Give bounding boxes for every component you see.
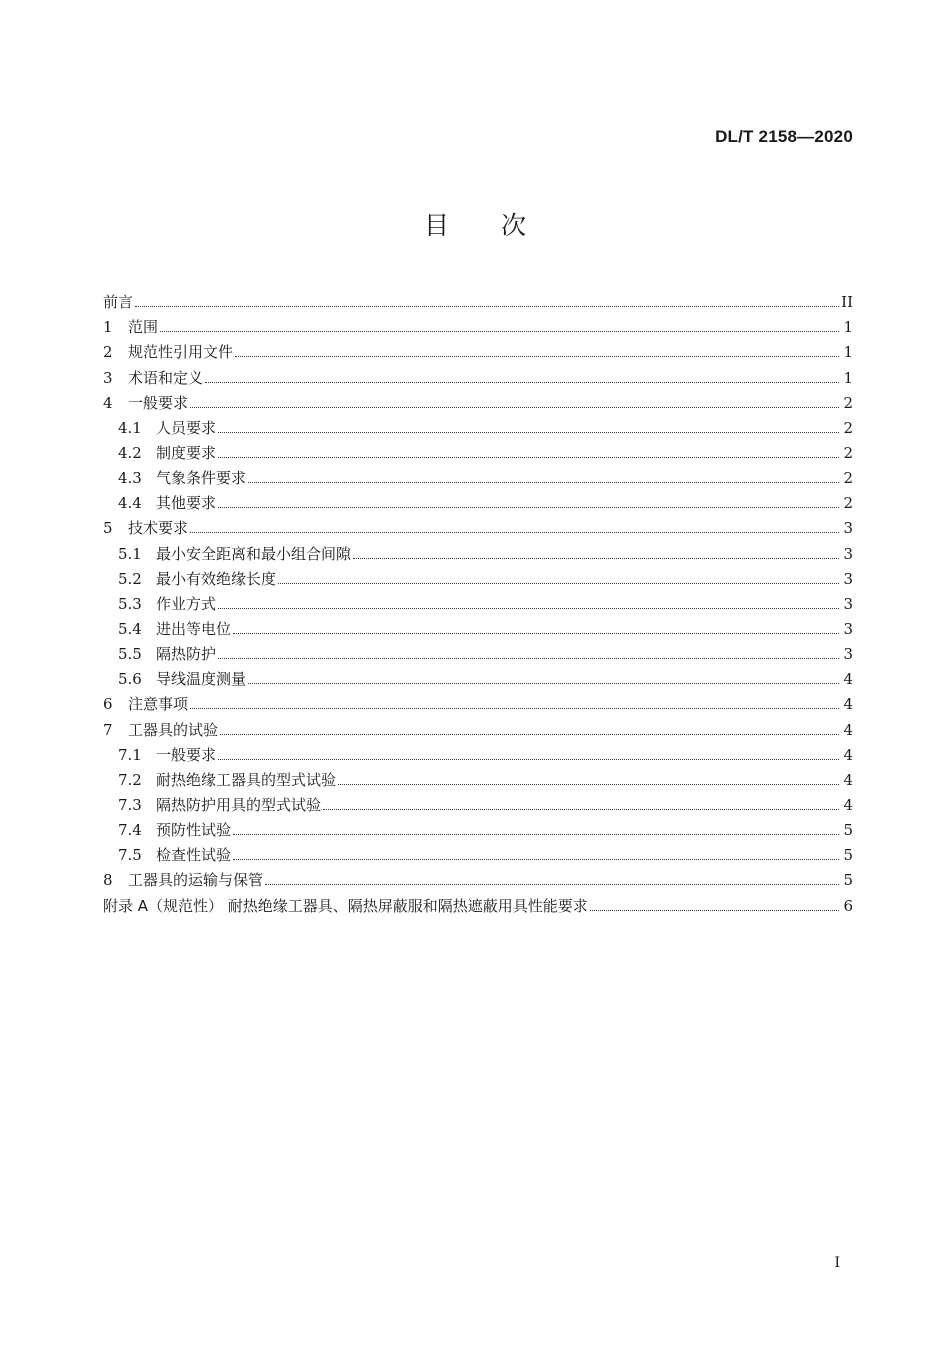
toc-entry-page: II bbox=[841, 293, 853, 312]
toc-entry[interactable] bbox=[103, 664, 853, 689]
toc-entry-number: 5.5 bbox=[118, 645, 142, 664]
toc-entry-label: 最小安全距离和最小组合间隙 bbox=[156, 544, 352, 563]
toc-entry-page: 3 bbox=[843, 569, 853, 588]
toc-entry-page: 5 bbox=[843, 821, 853, 840]
toc-entry-page: 1 bbox=[843, 368, 853, 387]
toc-dot-leader bbox=[218, 658, 839, 659]
toc-entry-number: 5 bbox=[103, 519, 113, 538]
toc-entry-number: 4.1 bbox=[118, 418, 142, 437]
toc-entry-page: 2 bbox=[843, 443, 853, 462]
toc-entry[interactable] bbox=[103, 890, 853, 915]
toc-entry-page: 4 bbox=[843, 695, 853, 714]
toc-dot-leader bbox=[353, 558, 839, 559]
toc-dot-leader bbox=[218, 608, 839, 609]
toc-entry[interactable] bbox=[103, 362, 853, 387]
toc-entry-page: 3 bbox=[843, 544, 853, 563]
toc-entry-page: 2 bbox=[843, 494, 853, 513]
toc-dot-leader bbox=[135, 306, 839, 307]
toc-entry-page: 4 bbox=[843, 720, 853, 739]
toc-entry-page: 5 bbox=[843, 871, 853, 890]
toc-dot-leader bbox=[220, 734, 839, 735]
toc-entry-number: 7.2 bbox=[118, 770, 142, 789]
toc-entry-label: 规范性引用文件 bbox=[128, 343, 234, 362]
toc-dot-leader bbox=[190, 532, 839, 533]
toc-entry-label: 一般要求 bbox=[128, 393, 189, 412]
toc-entry[interactable] bbox=[103, 790, 853, 815]
toc-entry-page: 2 bbox=[843, 418, 853, 437]
toc-entry[interactable] bbox=[103, 589, 853, 614]
toc-entry[interactable] bbox=[103, 865, 853, 890]
toc-entry[interactable] bbox=[103, 513, 853, 538]
toc-entry-number: 7.1 bbox=[118, 745, 142, 764]
toc-entry-page: 1 bbox=[843, 343, 853, 362]
toc-entry[interactable] bbox=[103, 538, 853, 563]
toc-dot-leader bbox=[323, 809, 839, 810]
toc-entry[interactable] bbox=[103, 463, 853, 488]
page-title-char: 目 bbox=[423, 211, 449, 240]
toc-dot-leader bbox=[160, 331, 839, 332]
toc-dot-leader bbox=[190, 708, 839, 709]
toc-entry[interactable] bbox=[103, 714, 853, 739]
toc-entry-page: 4 bbox=[843, 670, 853, 689]
toc-entry-number: 5.1 bbox=[118, 544, 142, 563]
toc-dot-leader bbox=[205, 382, 839, 383]
toc-entry[interactable] bbox=[103, 614, 853, 639]
toc-entry-label: 技术要求 bbox=[128, 519, 189, 538]
toc-entry-label: 导线温度测量 bbox=[156, 670, 247, 689]
toc-dot-leader bbox=[190, 407, 839, 408]
toc-entry-label: 气象条件要求 bbox=[156, 469, 247, 488]
toc-entry-label: 隔热防护用具的型式试验 bbox=[156, 795, 322, 814]
toc-entry-label: 制度要求 bbox=[156, 443, 217, 462]
toc-dot-leader bbox=[218, 457, 839, 458]
toc-entry-page: 3 bbox=[843, 619, 853, 638]
toc-entry-page: 2 bbox=[843, 469, 853, 488]
toc-entry-number: 7.5 bbox=[118, 846, 142, 865]
toc-dot-leader bbox=[233, 633, 839, 634]
toc-entry-page: 3 bbox=[843, 594, 853, 613]
toc-entry[interactable] bbox=[103, 388, 853, 413]
toc-dot-leader bbox=[235, 356, 839, 357]
toc-dot-leader bbox=[248, 683, 839, 684]
toc-entry-page: 2 bbox=[843, 393, 853, 412]
toc-entry-label: 工器具的运输与保管 bbox=[128, 871, 264, 890]
toc-entry-label: 预防性试验 bbox=[156, 821, 232, 840]
toc-entry-number: 1 bbox=[103, 318, 113, 337]
toc-entry[interactable] bbox=[103, 815, 853, 840]
toc-entry-page: 4 bbox=[843, 745, 853, 764]
toc-entry-label: 注意事项 bbox=[128, 695, 189, 714]
table-of-contents bbox=[103, 287, 853, 916]
toc-entry-label: 隔热防护 bbox=[156, 645, 217, 664]
toc-entry-number: 8 bbox=[103, 871, 113, 890]
toc-entry-label: 检查性试验 bbox=[156, 846, 232, 865]
toc-entry[interactable] bbox=[103, 337, 853, 362]
toc-dot-leader bbox=[248, 482, 839, 483]
page-title bbox=[0, 206, 950, 242]
toc-entry-number: 7.3 bbox=[118, 795, 142, 814]
toc-entry-number: 5.2 bbox=[118, 569, 142, 588]
toc-entry-label: 范围 bbox=[128, 318, 159, 337]
toc-entry-number: 2 bbox=[103, 343, 113, 362]
toc-entry-number: 5.6 bbox=[118, 670, 142, 689]
toc-entry-number: 5.3 bbox=[118, 594, 142, 613]
page-number: I bbox=[834, 1255, 840, 1271]
toc-entry-number: 4.3 bbox=[118, 469, 142, 488]
toc-entry[interactable] bbox=[103, 765, 853, 790]
toc-dot-leader bbox=[278, 583, 839, 584]
toc-entry-number: 4.4 bbox=[118, 494, 142, 513]
toc-entry-number: 6 bbox=[103, 695, 113, 714]
toc-entry-page: 6 bbox=[843, 896, 853, 915]
toc-entry-label: 工器具的试验 bbox=[128, 720, 219, 739]
toc-entry-label: 术语和定义 bbox=[128, 368, 204, 387]
toc-entry-label: 附录 A（规范性） 耐热绝缘工器具、隔热屏蔽服和隔热遮蔽用具性能要求 bbox=[103, 896, 588, 915]
toc-entry-page: 5 bbox=[843, 846, 853, 865]
toc-entry[interactable] bbox=[103, 564, 853, 589]
toc-entry-number: 4.2 bbox=[118, 443, 142, 462]
toc-dot-leader bbox=[233, 834, 839, 835]
toc-entry-label: 作业方式 bbox=[156, 594, 217, 613]
toc-entry-page: 3 bbox=[843, 645, 853, 664]
toc-dot-leader bbox=[218, 432, 839, 433]
toc-entry[interactable] bbox=[103, 740, 853, 765]
toc-entry-number: 7.4 bbox=[118, 821, 142, 840]
toc-entry-label: 其他要求 bbox=[156, 494, 217, 513]
toc-dot-leader bbox=[590, 910, 839, 911]
toc-entry-label: 一般要求 bbox=[156, 745, 217, 764]
toc-entry[interactable] bbox=[103, 287, 853, 312]
toc-entry-label: 耐热绝缘工器具的型式试验 bbox=[156, 770, 337, 789]
toc-entry[interactable] bbox=[103, 689, 853, 714]
toc-entry[interactable] bbox=[103, 488, 853, 513]
toc-entry-page: 3 bbox=[843, 519, 853, 538]
toc-entry-label: 前言 bbox=[103, 293, 134, 312]
toc-entry[interactable] bbox=[103, 312, 853, 337]
toc-entry[interactable] bbox=[103, 413, 853, 438]
toc-entry-page: 4 bbox=[843, 770, 853, 789]
toc-dot-leader bbox=[265, 884, 839, 885]
toc-dot-leader bbox=[218, 759, 839, 760]
standard-number: DL/T 2158—2020 bbox=[715, 127, 853, 146]
toc-entry-label: 人员要求 bbox=[156, 418, 217, 437]
toc-dot-leader bbox=[233, 859, 839, 860]
toc-entry-label: 进出等电位 bbox=[156, 619, 232, 638]
toc-entry-number: 4 bbox=[103, 393, 113, 412]
toc-dot-leader bbox=[338, 784, 839, 785]
page-title-char: 次 bbox=[501, 211, 527, 240]
toc-entry-number: 5.4 bbox=[118, 619, 142, 638]
toc-dot-leader bbox=[218, 507, 839, 508]
toc-entry-label: 最小有效绝缘长度 bbox=[156, 569, 277, 588]
toc-entry[interactable] bbox=[103, 840, 853, 865]
toc-entry[interactable] bbox=[103, 639, 853, 664]
toc-entry[interactable] bbox=[103, 438, 853, 463]
toc-entry-number: 3 bbox=[103, 368, 113, 387]
toc-entry-page: 4 bbox=[843, 795, 853, 814]
toc-entry-page: 1 bbox=[843, 318, 853, 337]
toc-entry-number: 7 bbox=[103, 720, 113, 739]
